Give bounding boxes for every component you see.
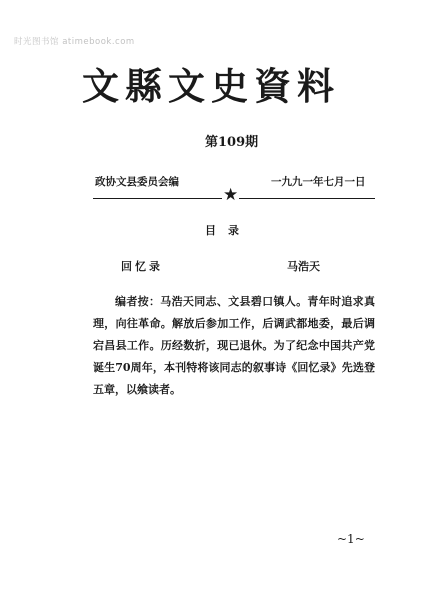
watermark: 时光图书馆 atimebook.com [14,37,135,47]
masthead-title: 文縣文史資料 [82,64,340,108]
editor-note: 编者按：马浩天同志、文县碧口镇人。青年时追求真理，向往革命。解放后参加工作，后调武都地委，最后调宕昌县工作。历经数折，现已退休。为了纪念中国共产党诞生70周年，本刊特将该同志的叙事诗《回忆录》先选登五章，以飨读者。 [93,295,375,396]
toc-item-author: 马浩天 [287,260,320,273]
toc-title: 目录 [205,224,251,237]
publisher: 政协文县委员会编 [95,176,179,188]
page-number: ~1~ [337,532,365,546]
publication-date: 一九九一年七月一日 [271,176,366,188]
toc-item-title: 回忆录 [121,260,163,273]
issue-number: 第109期 [205,135,259,150]
star-icon: ★ [223,185,239,205]
